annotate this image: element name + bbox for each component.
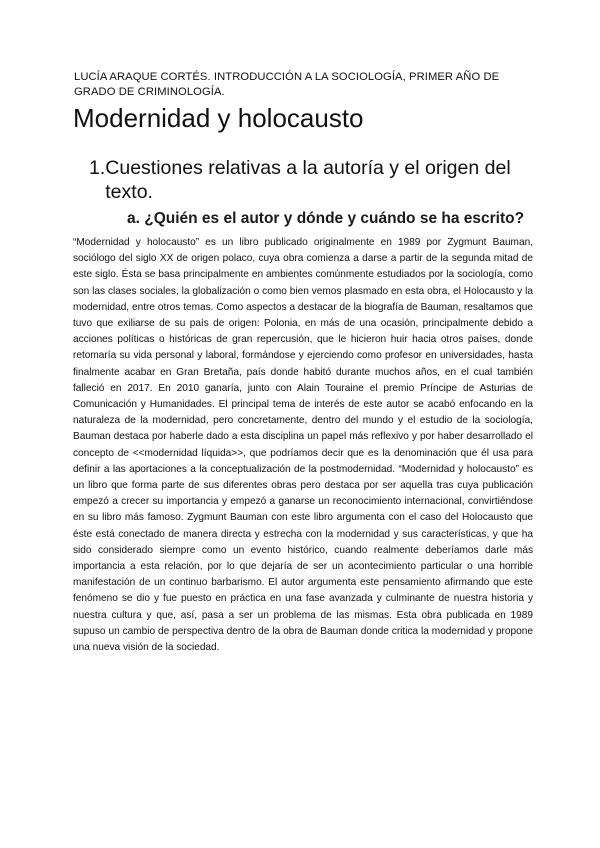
document-title: Modernidad y holocausto bbox=[73, 103, 364, 133]
section-heading bbox=[89, 156, 529, 204]
section-number: 1. bbox=[89, 157, 106, 179]
body-paragraph: “Modernidad y holocausto” es un libro publicado originalmente en 1989 por Zygmunt Bauman, sociólogo del siglo XX de origen polaco, cuya obra comienza a darse a partir de la segunda mitad de este siglo. Ésta se basa principalmente en ambientes comúnmente estudiados por la sociología, como son las clases sociales, la globalización o como bien vemos plasmado en esta obra, el Holocausto y la modernidad, entre otros temas. Como aspectos a destacar de la biografía de Bauman, resaltamos que tuvo que exiliarse de su país de origen: Polonia, en más de una ocasión, principalmente debido a acciones políticas o históricas de gran repercusión, que le hicieron huir hacia otros países, donde retomaría su vida personal y laboral, formándose y ejerciendo como profesor en universidades, hasta finalmente acabar en Gran Bretaña, país donde habitó durante muchos años, en el cual también falleció en 2017. En 2010 ganaría, junto con Alain Touraine el premio Príncipe de Asturias de Comunicación y Humanidades. El principal tema de interés de este autor se acabó enfocando en la naturaleza de la modernidad, pero concretamente, dentro del mundo y el estudio de la sociología, Bauman destaca por haberle dado a esta disciplina un papel más reflexivo y por haber desarrollado el concepto de <<modernidad líquida>>, que podríamos decir que es la denominación que él usa para definir a las aportaciones a la conceptualización de la postmodernidad. “Modernidad y holocausto” es un libro que forma parte de sus diferentes obras pero destaca por ser aquella tras cuya publicación empezó a crecer su importancia y empezó a ganarse un reconocimiento internacional, convirtiéndose en su libro más famoso. Zygmunt Bauman con este libro argumenta con el caso del Holocausto que éste está conectado de manera directa y estrecha con la modernidad y sus características, y que ha sido considerado siempre como un evento histórico, cuando realmente deberíamos darle más importancia a esta relación, por lo que dejaría de ser un acontecimiento particular o una horrible manifestación de un continuo barbarismo. El autor argumenta este pensamiento afirmando que este fenómeno se dio y fue puesto en práctica en una fase avanzada y culminante de nuestra historia y nuestra cultura y que, así, pasa a ser un problema de las mismas. Esta obra publicada en 1989 supuso un cambio de perspectiva dentro de la obra de Bauman donde critica la modernidad y propone una nueva visión de la sociedad. bbox=[73, 237, 533, 654]
document-header: LUCÍA ARAQUE CORTÉS. INTRODUCCIÓN A LA SOCIOLOGÍA, PRIMER AÑO DE GRADO DE CRIMINOLOGÍA. bbox=[74, 71, 500, 98]
subsection-heading: a. ¿Quién es el autor y dónde y cuándo se ha escrito? bbox=[127, 210, 525, 227]
section-title: Cuestiones relativas a la autoría y el origen del texto. bbox=[105, 157, 511, 203]
